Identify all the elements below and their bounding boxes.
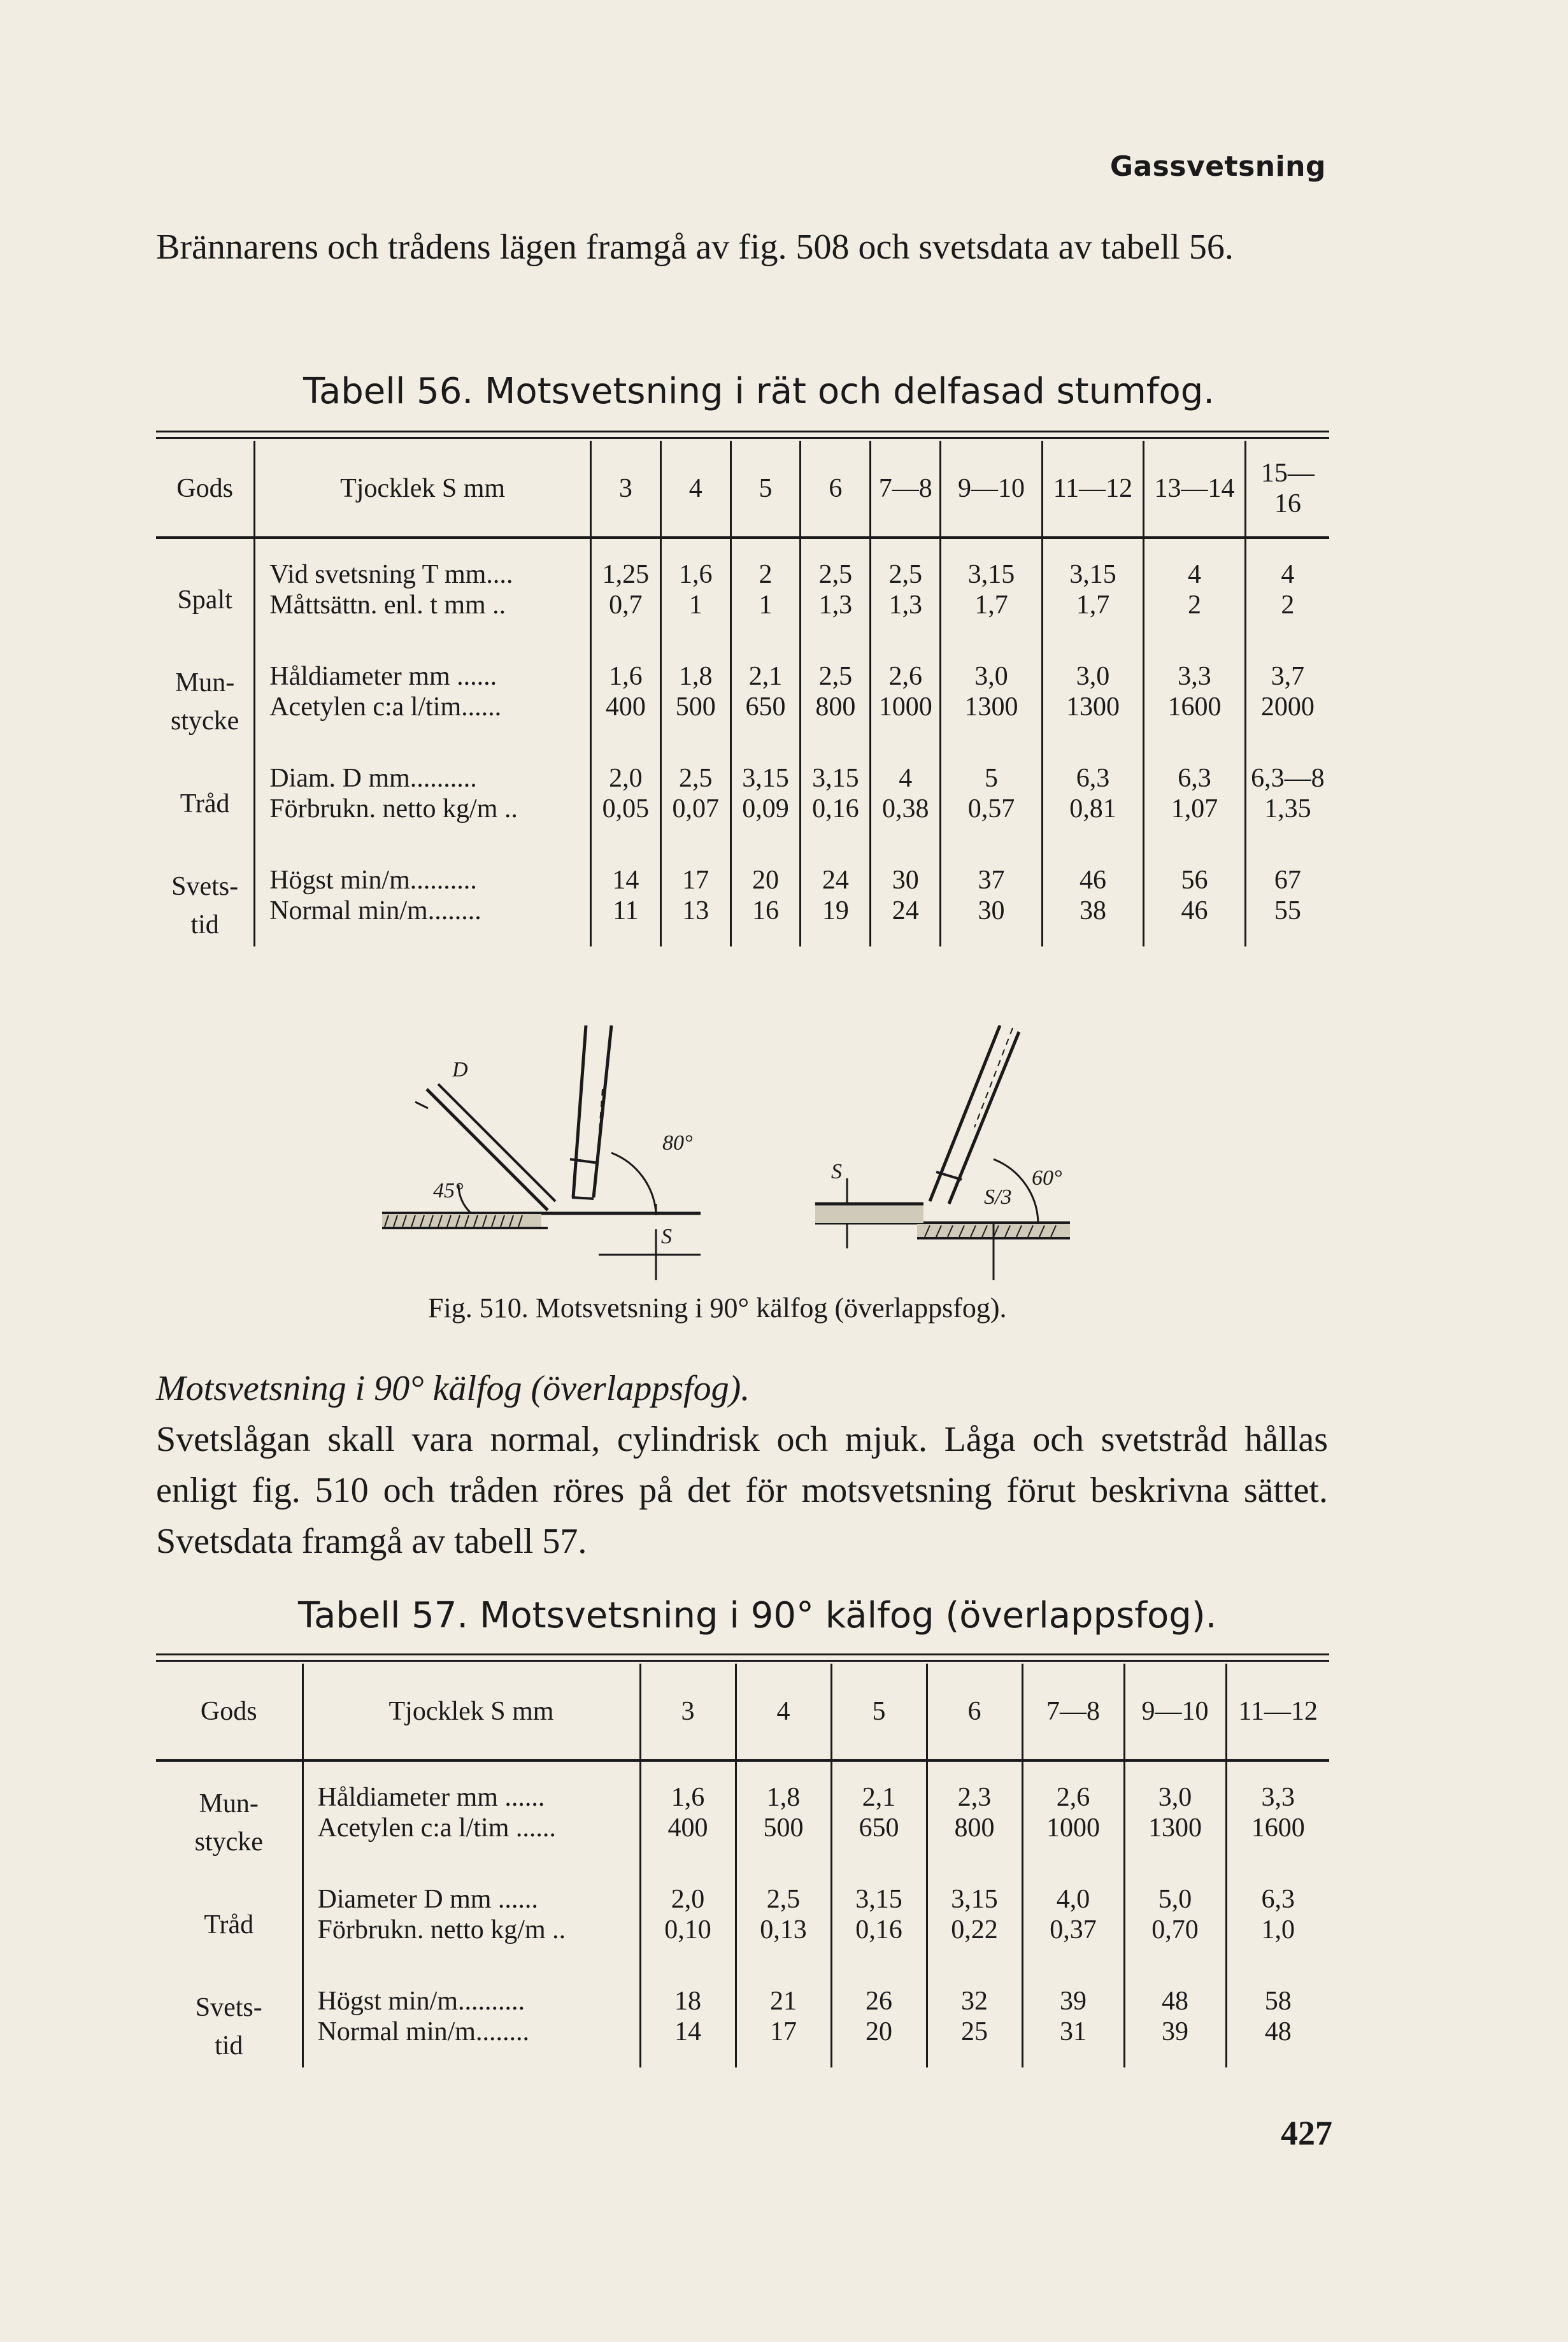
table-cell: 17 [736,2017,831,2067]
figure-510 [357,1013,1121,1293]
group-label: Svets- tid [195,1993,262,2060]
table-cell: 3,0 [1124,1760,1226,1813]
table-row [156,1915,1329,1966]
table-cell: 0,10 [640,1915,736,1966]
table-cell: 4 [871,743,941,794]
table-cell: 46 [1042,845,1144,896]
table-cell: 650 [831,1813,927,1864]
head-param: Tjocklek S mm [303,1664,640,1760]
table-cell: 4 [1144,538,1246,590]
row-label: Normal min/m........ [255,896,591,946]
table-cell: 1,7 [1042,590,1144,641]
figure-caption: Fig. 510. Motsvetsning i 90° kälfog (överlappsfog). [428,1292,1007,1324]
table-cell: 5 [941,743,1043,794]
table-cell: 18 [640,1966,736,2017]
table-cell: 17 [660,845,731,896]
column-header: 11—12 [1226,1664,1329,1760]
table-cell: 38 [1042,896,1144,946]
table-cell: 1,0 [1226,1915,1329,1966]
column-header: 9—10 [941,441,1043,538]
table-cell: 58 [1226,1966,1329,2017]
table-cell: 6,3 [1144,743,1246,794]
table56-top-rule-2 [156,437,1329,439]
table-cell: 67 [1245,845,1329,896]
table-cell: 3,15 [831,1864,927,1915]
column-header: 4 [660,441,731,538]
column-header: 3 [640,1664,736,1760]
table-cell: 3,0 [1042,641,1144,692]
table-cell: 2,6 [1022,1760,1124,1813]
table-cell: 0,13 [736,1915,831,1966]
table-cell: 4 [1245,538,1329,590]
table-cell: 30 [871,845,941,896]
table-cell: 24 [801,845,871,896]
table56-top-rule [156,431,1329,432]
table-cell: 800 [927,1813,1022,1864]
group-label: Mun- stycke [170,668,239,736]
table-cell: 2,1 [731,641,801,692]
page-number: 427 [1281,2114,1332,2152]
table-row [156,590,1329,641]
table-cell: 2,5 [801,641,871,692]
group-label: Tråd [204,1910,254,1939]
table-cell: 0,57 [941,794,1043,845]
table-cell: 31 [1022,2017,1124,2067]
table-cell: 1,3 [871,590,941,641]
table-cell: 3,15 [941,538,1043,590]
table-cell: 20 [731,845,801,896]
label-s3: S/3 [984,1185,1012,1209]
table-cell: 1,35 [1245,794,1329,845]
table-cell: 1,3 [801,590,871,641]
table-cell: 19 [801,896,871,946]
row-label: Håldiameter mm ...... [303,1760,640,1813]
table-row [156,641,1329,692]
table-cell: 6,3 [1226,1864,1329,1915]
table-cell: 3,15 [927,1864,1022,1915]
table-row [156,1966,1329,2017]
table-cell: 1,6 [660,538,731,590]
table-cell: 0,37 [1022,1915,1124,1966]
table-cell: 2 [731,538,801,590]
table-cell: 3,15 [731,743,801,794]
table-row [156,692,1329,743]
table-cell: 2,5 [736,1864,831,1915]
table-cell: 16 [731,896,801,946]
intro-paragraph: Brännarens och trådens lägen framgå av fig. 508 och svetsdata av tabell 56. [156,227,1234,267]
label-s-left: S [661,1225,672,1248]
table-cell: 48 [1124,1966,1226,2017]
table-cell: 32 [927,1966,1022,2017]
table-cell: 2 [1144,590,1246,641]
label-d: D [452,1058,468,1082]
table-cell: 500 [736,1813,831,1864]
label-80: 80° [662,1131,693,1155]
table-cell: 1600 [1226,1813,1329,1864]
row-label: Normal min/m........ [303,2017,640,2067]
table-row [156,845,1329,896]
table-cell: 25 [927,2017,1022,2067]
column-header: 6 [927,1664,1022,1760]
table-row [156,1813,1329,1864]
table-cell: 1,25 [590,538,660,590]
table-cell: 2,0 [640,1864,736,1915]
table57-caption: Tabell 57. Motsvetsning i 90° kälfog (överlappsfog). [298,1595,1217,1636]
table-cell: 11 [590,896,660,946]
table-cell: 24 [871,896,941,946]
table57-top-rule [156,1653,1329,1655]
label-s-right: S [831,1160,842,1183]
group-label: Spalt [177,585,232,615]
table-cell: 0,09 [731,794,801,845]
group-label: Tråd [180,789,230,818]
table-cell: 2,5 [801,538,871,590]
row-label: Måttsättn. enl. t mm .. [255,590,591,641]
head-gods: Gods [156,1664,303,1760]
table-cell: 1,7 [941,590,1043,641]
table-cell: 0,81 [1042,794,1144,845]
table-cell: 4,0 [1022,1864,1124,1915]
row-label: Förbrukn. netto kg/m .. [255,794,591,845]
table-cell: 400 [590,692,660,743]
section-body: Svetslågan skall vara normal, cylindrisk och mjuk. Låga och svetstråd hållas enligt fig. 510 och tråden röres på det för motsvetsning förut beskrivna sättet. Svetsdata framgå av tabell 57. [156,1420,1328,1561]
row-label: Högst min/m.......... [303,1966,640,2017]
table-cell: 2,3 [927,1760,1022,1813]
row-label: Diameter D mm ...... [303,1864,640,1915]
table-cell: 2,5 [660,743,731,794]
table-row [156,743,1329,794]
table-cell: 800 [801,692,871,743]
column-header: 6 [801,441,871,538]
table-cell: 2 [1245,590,1329,641]
label-45: 45° [433,1179,464,1203]
right-weld-diagram [815,1025,1070,1280]
table-cell: 56 [1144,845,1246,896]
table-cell: 46 [1144,896,1246,946]
column-header: 11—12 [1042,441,1144,538]
table-cell: 0,16 [831,1915,927,1966]
table-cell: 30 [941,896,1043,946]
table57-top-rule-2 [156,1660,1329,1662]
column-header: 3 [590,441,660,538]
table-cell: 2,6 [871,641,941,692]
table-cell: 13 [660,896,731,946]
row-label: Diam. D mm.......... [255,743,591,794]
table-cell: 6,3—8 [1245,743,1329,794]
table-cell: 3,3 [1144,641,1246,692]
table-cell: 3,0 [941,641,1043,692]
column-header: 13—14 [1144,441,1246,538]
table-cell: 48 [1226,2017,1329,2067]
table-cell: 21 [736,1966,831,2017]
table-cell: 1000 [1022,1813,1124,1864]
label-60: 60° [1032,1166,1062,1190]
table-cell: 1 [731,590,801,641]
table-cell: 20 [831,2017,927,2067]
table-cell: 5,0 [1124,1864,1226,1915]
table-cell: 1,8 [660,641,731,692]
table-cell: 0,05 [590,794,660,845]
table-cell: 500 [660,692,731,743]
column-header: 7—8 [1022,1664,1124,1760]
table-cell: 400 [640,1813,736,1864]
column-header: 4 [736,1664,831,1760]
column-header: 5 [831,1664,927,1760]
head-gods: Gods [156,441,255,538]
table-cell: 1,07 [1144,794,1246,845]
table-cell: 1,6 [640,1760,736,1813]
table-cell: 2000 [1245,692,1329,743]
table-row [156,2017,1329,2067]
table-cell: 3,7 [1245,641,1329,692]
table-row [156,896,1329,946]
table-cell: 1300 [1042,692,1144,743]
row-label: Acetylen c:a l/tim ...... [303,1813,640,1864]
row-label: Acetylen c:a l/tim...... [255,692,591,743]
column-header: 7—8 [871,441,941,538]
row-label: Håldiameter mm ...... [255,641,591,692]
group-label: Mun- stycke [194,1789,263,1857]
table-cell: 3,15 [1042,538,1144,590]
table-cell: 1,8 [736,1760,831,1813]
section-paragraph [156,1363,1328,1567]
column-header: 5 [731,441,801,538]
table-cell: 14 [590,845,660,896]
table-cell: 1300 [941,692,1043,743]
table-row [156,1864,1329,1915]
table-cell: 650 [731,692,801,743]
group-label: Svets- tid [171,872,239,939]
table-cell: 1000 [871,692,941,743]
column-header: 9—10 [1124,1664,1226,1760]
table-cell: 14 [640,2017,736,2067]
table-cell: 1600 [1144,692,1246,743]
table-cell: 1 [660,590,731,641]
table-cell: 0,38 [871,794,941,845]
row-label: Vid svetsning T mm.... [255,538,591,590]
table-cell: 39 [1022,1966,1124,2017]
table-cell: 0,7 [590,590,660,641]
table-cell: 1300 [1124,1813,1226,1864]
table-cell: 55 [1245,896,1329,946]
table-cell: 0,07 [660,794,731,845]
table-row [156,1760,1329,1813]
table-cell: 37 [941,845,1043,896]
table-cell: 2,0 [590,743,660,794]
table-cell: 26 [831,1966,927,2017]
table-cell: 1,6 [590,641,660,692]
section-heading: Motsvetsning i 90° kälfog (överlappsfog). [156,1369,750,1408]
table56 [156,441,1329,946]
table56-caption: Tabell 56. Motsvetsning i rät och delfasad stumfog. [303,371,1215,412]
left-weld-diagram [382,1025,701,1280]
table-cell: 3,3 [1226,1760,1329,1813]
table-cell: 0,70 [1124,1915,1226,1966]
running-header: Gassvetsning [1109,150,1326,183]
column-header: 15—16 [1245,441,1329,538]
table-cell: 2,1 [831,1760,927,1813]
table-cell: 2,5 [871,538,941,590]
row-label: Förbrukn. netto kg/m .. [303,1915,640,1966]
table-row [156,538,1329,590]
head-param: Tjocklek S mm [255,441,591,538]
row-label: Högst min/m.......... [255,845,591,896]
table-cell: 3,15 [801,743,871,794]
table57 [156,1664,1329,2067]
table-row [156,794,1329,845]
table-cell: 39 [1124,2017,1226,2067]
table-cell: 6,3 [1042,743,1144,794]
table-cell: 0,16 [801,794,871,845]
table-cell: 0,22 [927,1915,1022,1966]
